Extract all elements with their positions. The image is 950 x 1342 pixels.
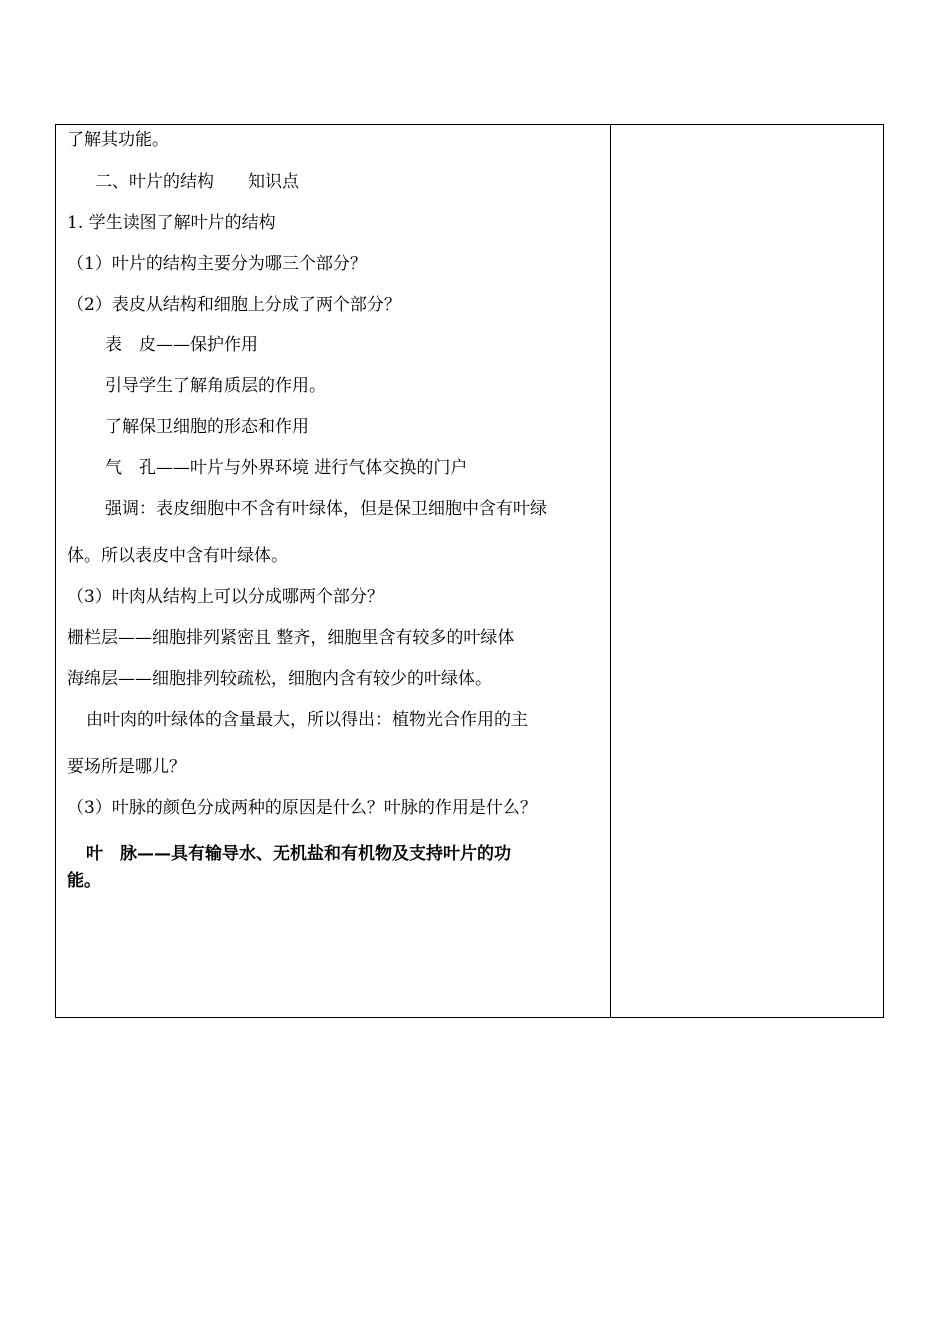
text-line-8: 了解保卫细胞的形态和作用 (105, 417, 309, 437)
text-line-3: 1. 学生读图了解叶片的结构 (67, 213, 276, 233)
text-line-17: （3）叶脉的颜色分成两种的原因是什么？叶脉的作用是什么？ (67, 798, 537, 818)
text-line-9: 气 孔——叶片与外界环境 进行气体交换的门户 (105, 458, 468, 478)
text-line-13: 栅栏层——细胞排列紧密且 整齐，细胞里含有较多的叶绿体 (67, 628, 515, 648)
text-line-16: 要场所是哪儿？ (67, 757, 186, 777)
text-line-4: （1）叶片的结构主要分为哪三个部分？ (67, 254, 367, 274)
text-line-7: 引导学生了解角质层的作用。 (105, 376, 326, 396)
text-line-1: 了解其功能。 (67, 130, 169, 150)
section-heading: 二、叶片的结构 知识点 (95, 172, 299, 192)
content-table (55, 124, 884, 1018)
text-line-6: 表 皮——保护作用 (105, 335, 258, 355)
text-line-11: 体。所以表皮中含有叶绿体。 (67, 546, 288, 566)
text-line-19: 能。 (67, 871, 101, 891)
text-line-18: 叶 脉——具有输导水、无机盐和有机物及支持叶片的功 (86, 844, 511, 864)
text-line-14: 海绵层——细胞排列较疏松，细胞内含有较少的叶绿体。 (67, 669, 492, 689)
text-line-12: （3）叶肉从结构上可以分成哪两个部分？ (67, 587, 384, 607)
column-divider (610, 125, 611, 1017)
text-line-15: 由叶肉的叶绿体的含量最大，所以得出：植物光合作用的主 (86, 710, 528, 730)
text-line-5: （2）表皮从结构和细胞上分成了两个部分？ (67, 295, 401, 315)
text-line-10: 强调：表皮细胞中不含有叶绿体，但是保卫细胞中含有叶绿 (105, 499, 547, 519)
